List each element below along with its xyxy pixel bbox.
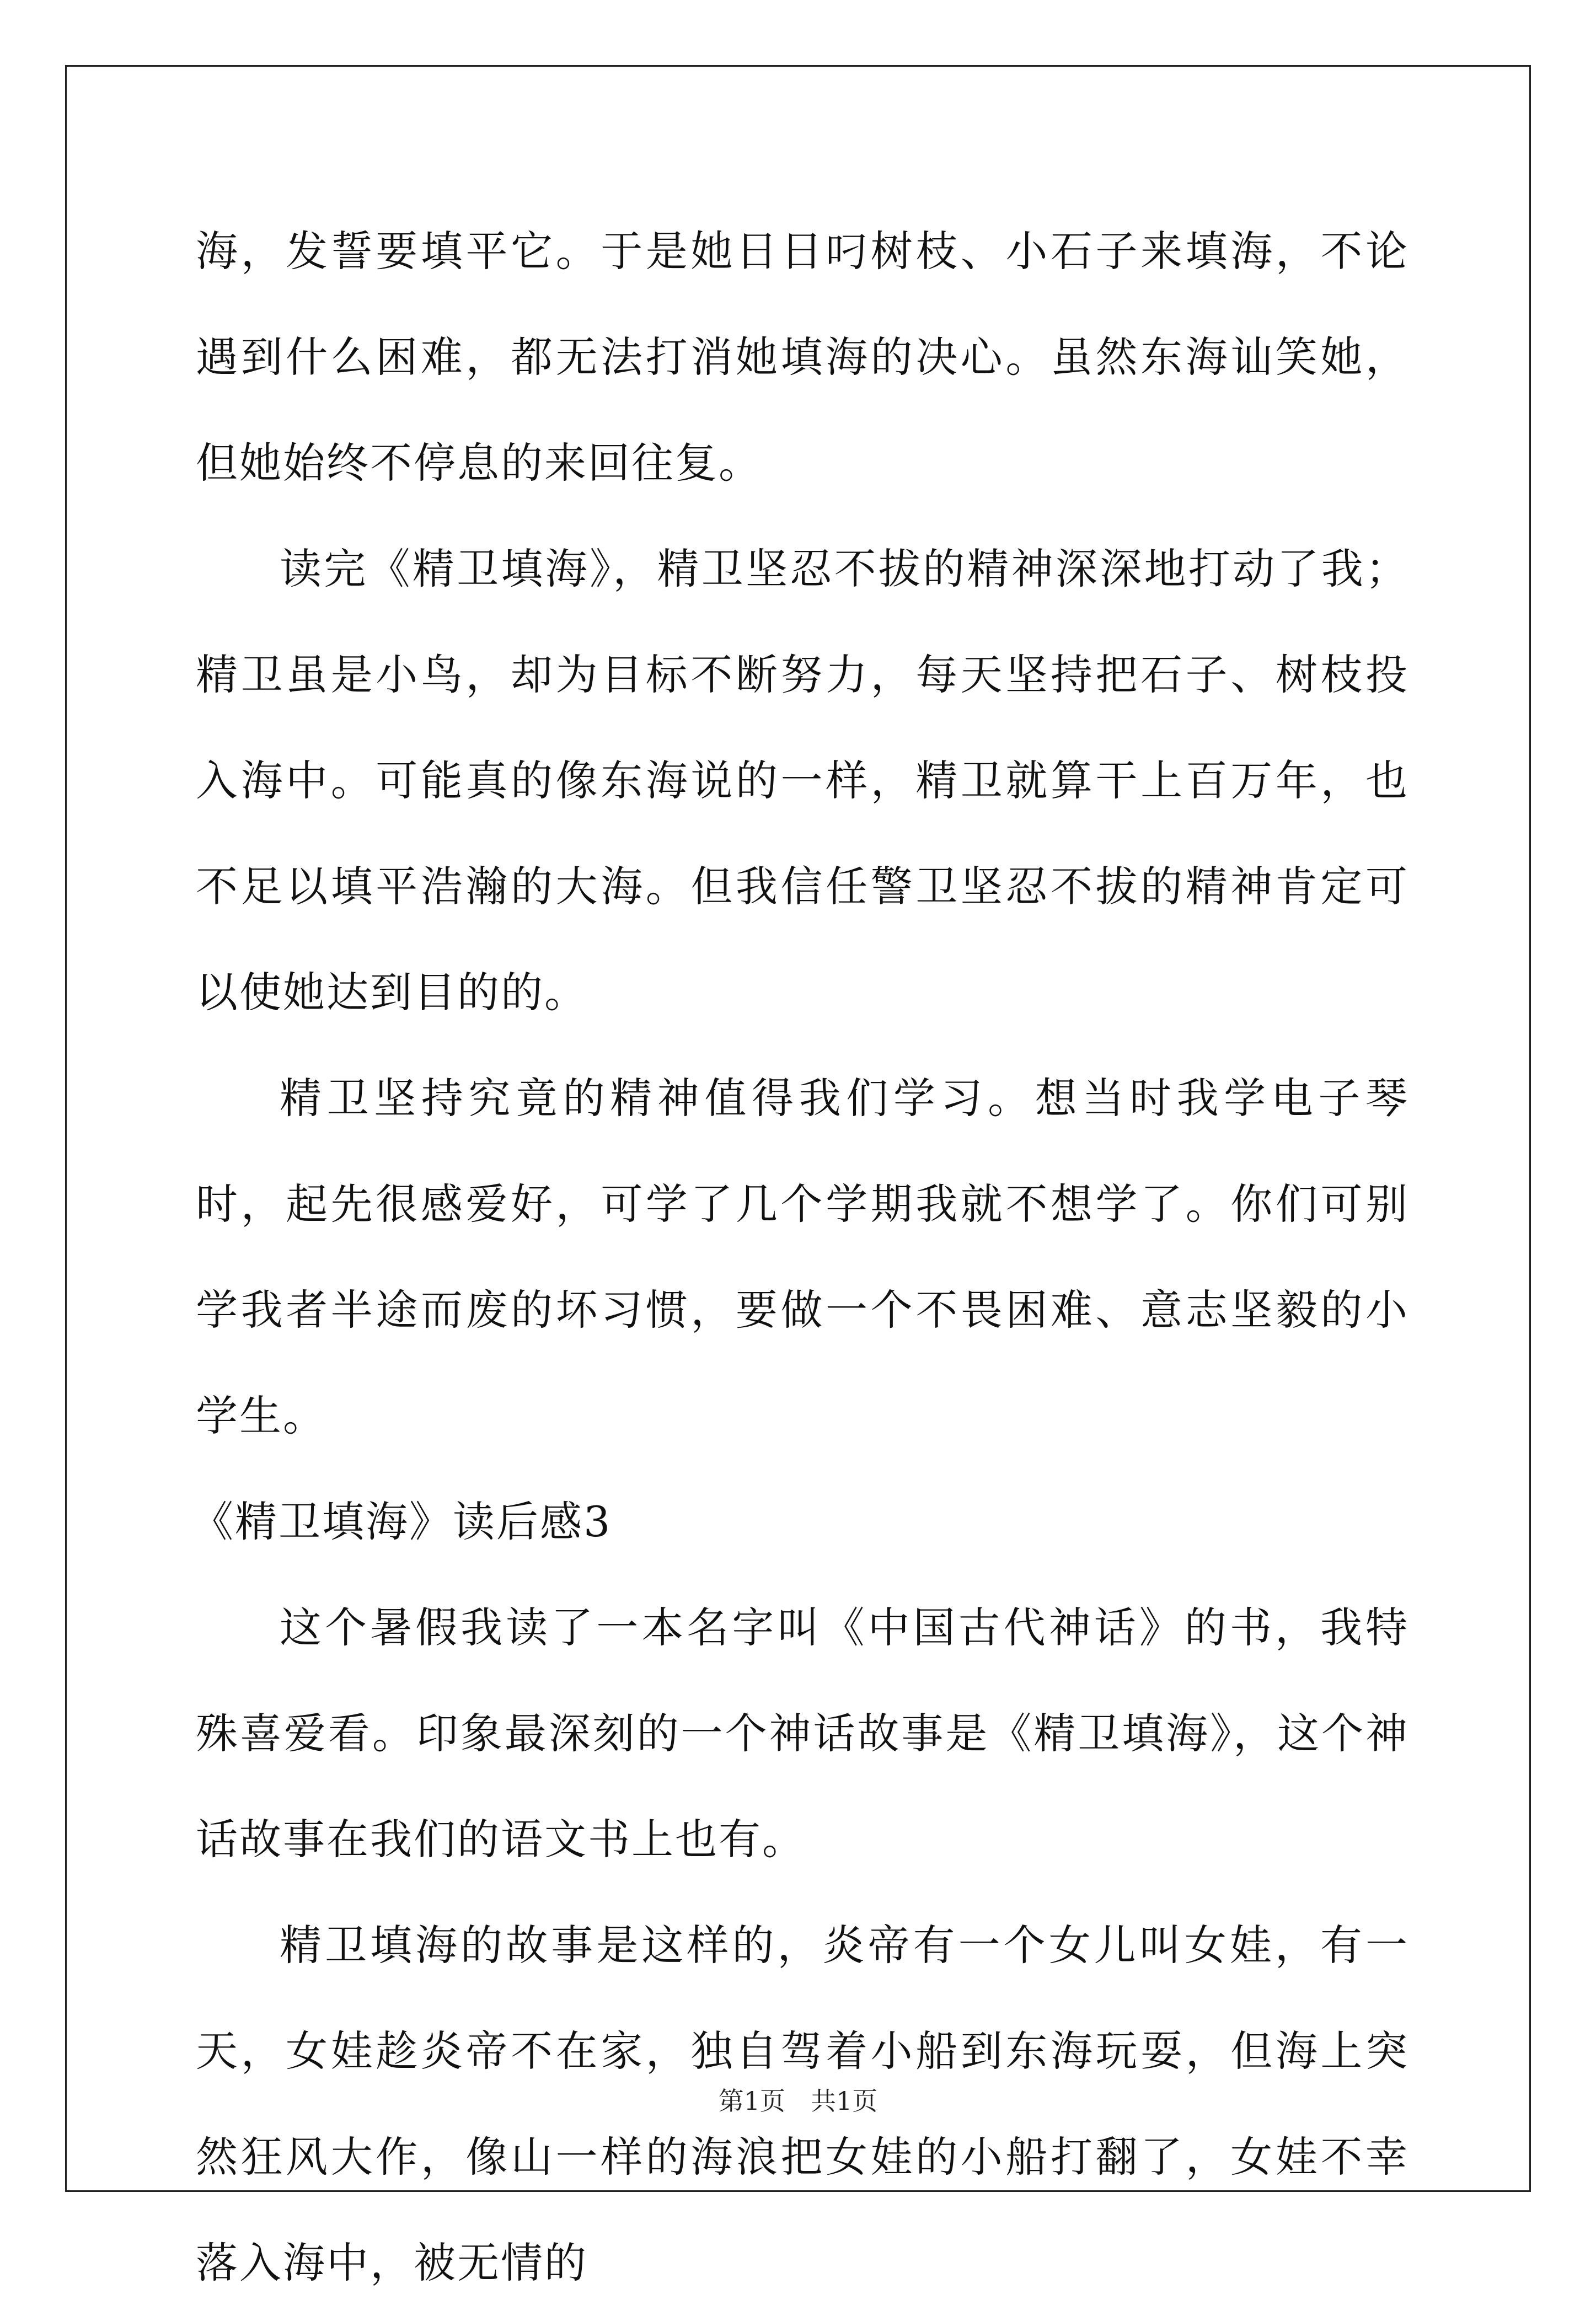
paragraph: 精卫填海的故事是这样的，炎帝有一个女儿叫女娃，有一天，女娃趁炎帝不在家，独自驾着小船到东海玩耍，但海上突然狂风大作，像山一样的海浪把女娃的小船打翻了，女娃不幸落入海中，被无情的 (196, 1921, 1409, 2287)
paragraph-continuation: 海，发誓要填平它。于是她日日叼树枝、小石子来填海，不论遇到什么困难，都无法打消她填海的决心。虽然东海讪笑她，但她始终不停息的来回往复。 (196, 227, 1409, 487)
paragraph: 读完《精卫填海》，精卫坚忍不拔的精神深深地打动了我；精卫虽是小鸟，却为目标不断努力，每天坚持把石子、树枝投入海中。可能真的像东海说的一样，精卫就算干上百万年，也不足以填平浩瀚的大海。但我信任警卫坚忍不拔的精神肯定可以使她达到目的的。 (196, 544, 1409, 1017)
section-heading: 《精卫填海》读后感3 (191, 1497, 612, 1546)
page-footer: 第1页 共1页 (718, 2086, 878, 2116)
document-body (191, 199, 1409, 2316)
paragraph: 精卫坚持究竟的精神值得我们学习。想当时我学电子琴时，起先很感爱好，可学了几个学期我就不想学了。你们可别学我者半途而废的坏习惯，要做一个不畏困难、意志坚毅的小学生。 (196, 1074, 1409, 1440)
paragraph: 这个暑假我读了一本名字叫《中国古代神话》的书，我特殊喜爱看。印象最深刻的一个神话故事是《精卫填海》，这个神话故事在我们的语文书上也有。 (196, 1603, 1409, 1864)
